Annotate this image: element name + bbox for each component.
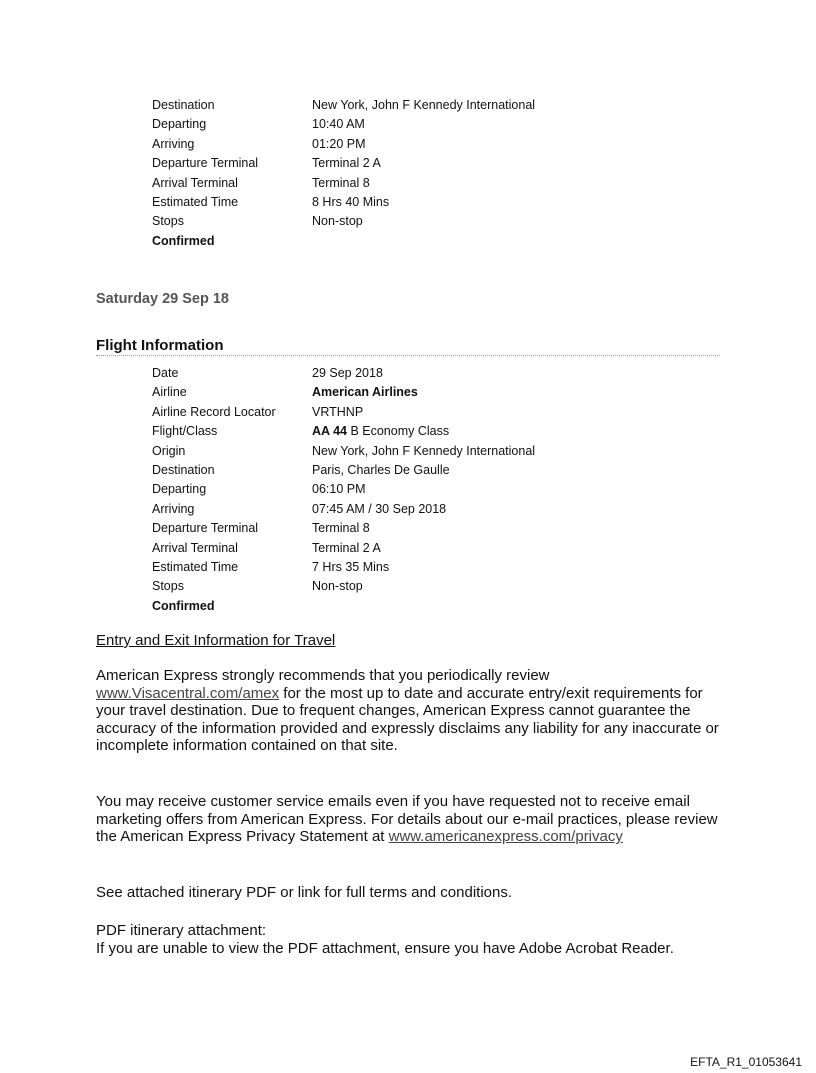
detail-value: Terminal 8 xyxy=(312,521,370,536)
detail-label: Estimated Time xyxy=(152,194,239,209)
visacentral-link[interactable]: www.Visacentral.com/amex xyxy=(96,684,280,702)
detail-label: Arrival Terminal xyxy=(152,175,238,190)
detail-value: 7 Hrs 35 Mins xyxy=(312,559,390,574)
detail-value: 07:45 AM / 30 Sep 2018 xyxy=(312,501,447,516)
detail-label: Airline Record Locator xyxy=(152,404,276,419)
booking-status: Confirmed xyxy=(152,598,215,613)
detail-label: Flight/Class xyxy=(152,424,218,439)
detail-value: Terminal 2 A xyxy=(312,156,381,171)
detail-value: 01:20 PM xyxy=(312,136,366,151)
detail-label: Origin xyxy=(152,443,186,458)
detail-value: Terminal 2 A xyxy=(312,540,381,555)
detail-label: Destination xyxy=(152,462,215,477)
detail-label: Stops xyxy=(152,214,184,229)
detail-value: 8 Hrs 40 Mins xyxy=(312,194,390,209)
detail-label: Arrival Terminal xyxy=(152,540,238,555)
class-value: B Economy Class xyxy=(346,424,450,439)
detail-value: 06:10 PM xyxy=(312,482,366,497)
entry-exit-paragraph xyxy=(96,667,726,755)
detail-value: Terminal 8 xyxy=(312,175,370,190)
entry-exit-heading: Entry and Exit Information for Travel xyxy=(96,632,336,649)
pdf-attachment-label: PDF itinerary attachment: xyxy=(96,922,267,939)
airline-name: American Airlines xyxy=(312,385,418,400)
pdf-reader-notice: If you are unable to view the PDF attachment, ensure you have Adobe Acrobat Reader. xyxy=(96,940,674,957)
entry-exit-text-before: American Express strongly recommends that you periodically review xyxy=(96,667,550,684)
detail-label: Departing xyxy=(152,482,207,497)
detail-value: New York, John F Kennedy International xyxy=(312,443,536,458)
flight-class-value xyxy=(312,422,449,441)
detail-value: New York, John F Kennedy International xyxy=(312,98,536,112)
record-locator: VRTHNP xyxy=(312,404,364,419)
detail-label: Departing xyxy=(152,117,207,132)
detail-value: 10:40 AM xyxy=(312,117,365,132)
booking-status: Confirmed xyxy=(152,233,215,248)
document-id: EFTA_R1_01053641 xyxy=(690,1055,802,1069)
detail-label: Stops xyxy=(152,579,184,594)
privacy-paragraph xyxy=(96,793,726,846)
detail-value: Non-stop xyxy=(312,214,363,229)
detail-label: Destination xyxy=(152,98,215,112)
section-heading-flight-information: Flight Information xyxy=(96,337,720,356)
detail-label: Departure Terminal xyxy=(152,156,259,171)
detail-label: Arriving xyxy=(152,136,195,151)
detail-value: 29 Sep 2018 xyxy=(312,366,383,380)
detail-label: Date xyxy=(152,366,179,380)
entry-exit-text-after: for the most up to date and accurate entry/exit requirements for your travel destination. Due to frequent changes, American Express cannot guarantee the accuracy of the information provided and expressly disclaims any liability for any inaccurate or incomplete information contained on that site. xyxy=(96,684,719,755)
detail-label: Estimated Time xyxy=(152,559,239,574)
detail-value: Paris, Charles De Gaulle xyxy=(312,462,450,477)
privacy-text: You may receive customer service emails even if you have requested not to receive email marketing offers from American Express. For details about our e-mail practices, please review the American Express Privacy Statement at xyxy=(96,793,718,846)
detail-label: Arriving xyxy=(152,501,195,516)
flight-number: AA 44 xyxy=(312,424,347,439)
terms-text: See attached itinerary PDF or link for full terms and conditions. xyxy=(96,884,513,901)
privacy-link[interactable]: www.americanexpress.com/privacy xyxy=(388,828,623,846)
day-heading: Saturday 29 Sep 18 xyxy=(96,291,229,307)
detail-label: Departure Terminal xyxy=(152,521,259,536)
detail-label: Airline xyxy=(152,385,187,400)
detail-value: Non-stop xyxy=(312,579,363,594)
